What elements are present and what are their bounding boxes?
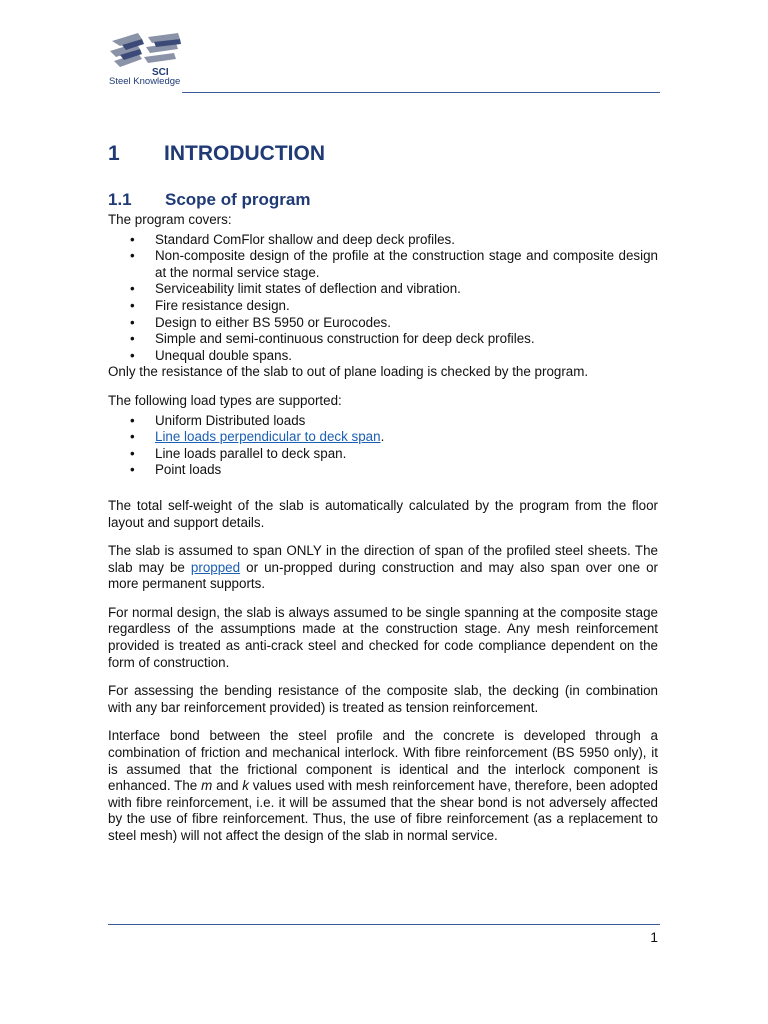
span-paragraph	[108, 543, 658, 593]
body-text	[108, 212, 658, 857]
self-weight-paragraph: The total self-weight of the slab is automatically calculated by the program from the floor layout and support details.	[108, 497, 658, 530]
list-item: • Serviceability limit states of deflection and vibration.	[108, 281, 658, 298]
load-intro: The following load types are supported:	[108, 392, 342, 408]
interface-text-2: values used with mesh reinforcement have, therefore, been adopted with fibre reinforcement, i.e. it will be assumed that the shear bond is not adversely affected by the use of fibre reinforcement. Thus, the use of fibre reinforcement (as a replacement to steel mesh) will not affect the design of the slab in normal service.	[108, 778, 658, 843]
header-rule	[182, 92, 660, 93]
section-heading	[108, 142, 325, 166]
list-item: • Non-composite design of the profile at the construction stage and composite design at the normal service stage.	[108, 248, 658, 281]
interface-bond-paragraph	[108, 728, 658, 844]
bending-paragraph: For assessing the bending resistance of the composite slab, the decking (in combination with any bar reinforcement provided) is treated as tension reinforcement.	[108, 683, 658, 715]
line-loads-perpendicular-link[interactable]: Line loads perpendicular to deck span	[155, 429, 381, 445]
list-item: • Fire resistance design.	[108, 298, 658, 315]
subsection-heading	[108, 190, 310, 210]
subsection-title: Scope of program	[165, 190, 311, 209]
section-title: INTRODUCTION	[164, 142, 325, 165]
list-item: • Point loads	[108, 462, 658, 479]
footer-rule	[108, 924, 660, 925]
span-text-before: The slab is assumed to span ONLY in the direction of span of the profiled steel sheets. The slab may be	[108, 543, 658, 575]
list-item: • Design to either BS 5950 or Eurocodes.	[108, 315, 658, 332]
covers-intro: The program covers:	[108, 212, 232, 227]
logo-tagline: Steel Knowledge	[109, 76, 181, 87]
interface-and: and	[212, 778, 243, 794]
section-number: 1	[108, 142, 120, 165]
load-types-list	[108, 413, 658, 479]
symbol-m: m	[201, 778, 213, 794]
list-item	[108, 429, 658, 446]
list-item: • Standard ComFlor shallow and deep deck profiles.	[108, 232, 658, 249]
list-item: • Unequal double spans.	[108, 348, 658, 365]
subsection-number: 1.1	[108, 190, 132, 209]
list-item: • Uniform Distributed loads	[108, 413, 658, 430]
span-text-after: or un-propped during construction and may also span over one or more permanent supports.	[108, 559, 658, 592]
covers-list	[108, 232, 658, 365]
list-item: • Line loads parallel to deck span.	[108, 446, 658, 463]
page-number: 1	[650, 929, 658, 945]
logo-text: SCI	[152, 67, 169, 78]
list-item-end: .	[380, 429, 385, 445]
symbol-k: k	[242, 778, 249, 794]
interface-text-1: Interface bond between the steel profile and the concrete is developed through a combination of friction and mechanical interlock. With fibre reinforcement (BS 5950 only), it is assumed that the frictional component is identical and the interlock component is enhanced. The	[108, 728, 658, 794]
propped-link[interactable]: propped	[190, 559, 241, 575]
resistance-note: Only the resistance of the slab to out of plane loading is checked by the program.	[108, 364, 589, 380]
list-item: • Simple and semi-continuous construction for deep deck profiles.	[108, 331, 658, 348]
normal-design-paragraph: For normal design, the slab is always assumed to be single spanning at the composite stage regardless of the assumptions made at the construction stage. Any mesh reinforcement provided is treated as anti-crack steel and checked for code compliance dependent on the form of construction.	[108, 604, 658, 670]
